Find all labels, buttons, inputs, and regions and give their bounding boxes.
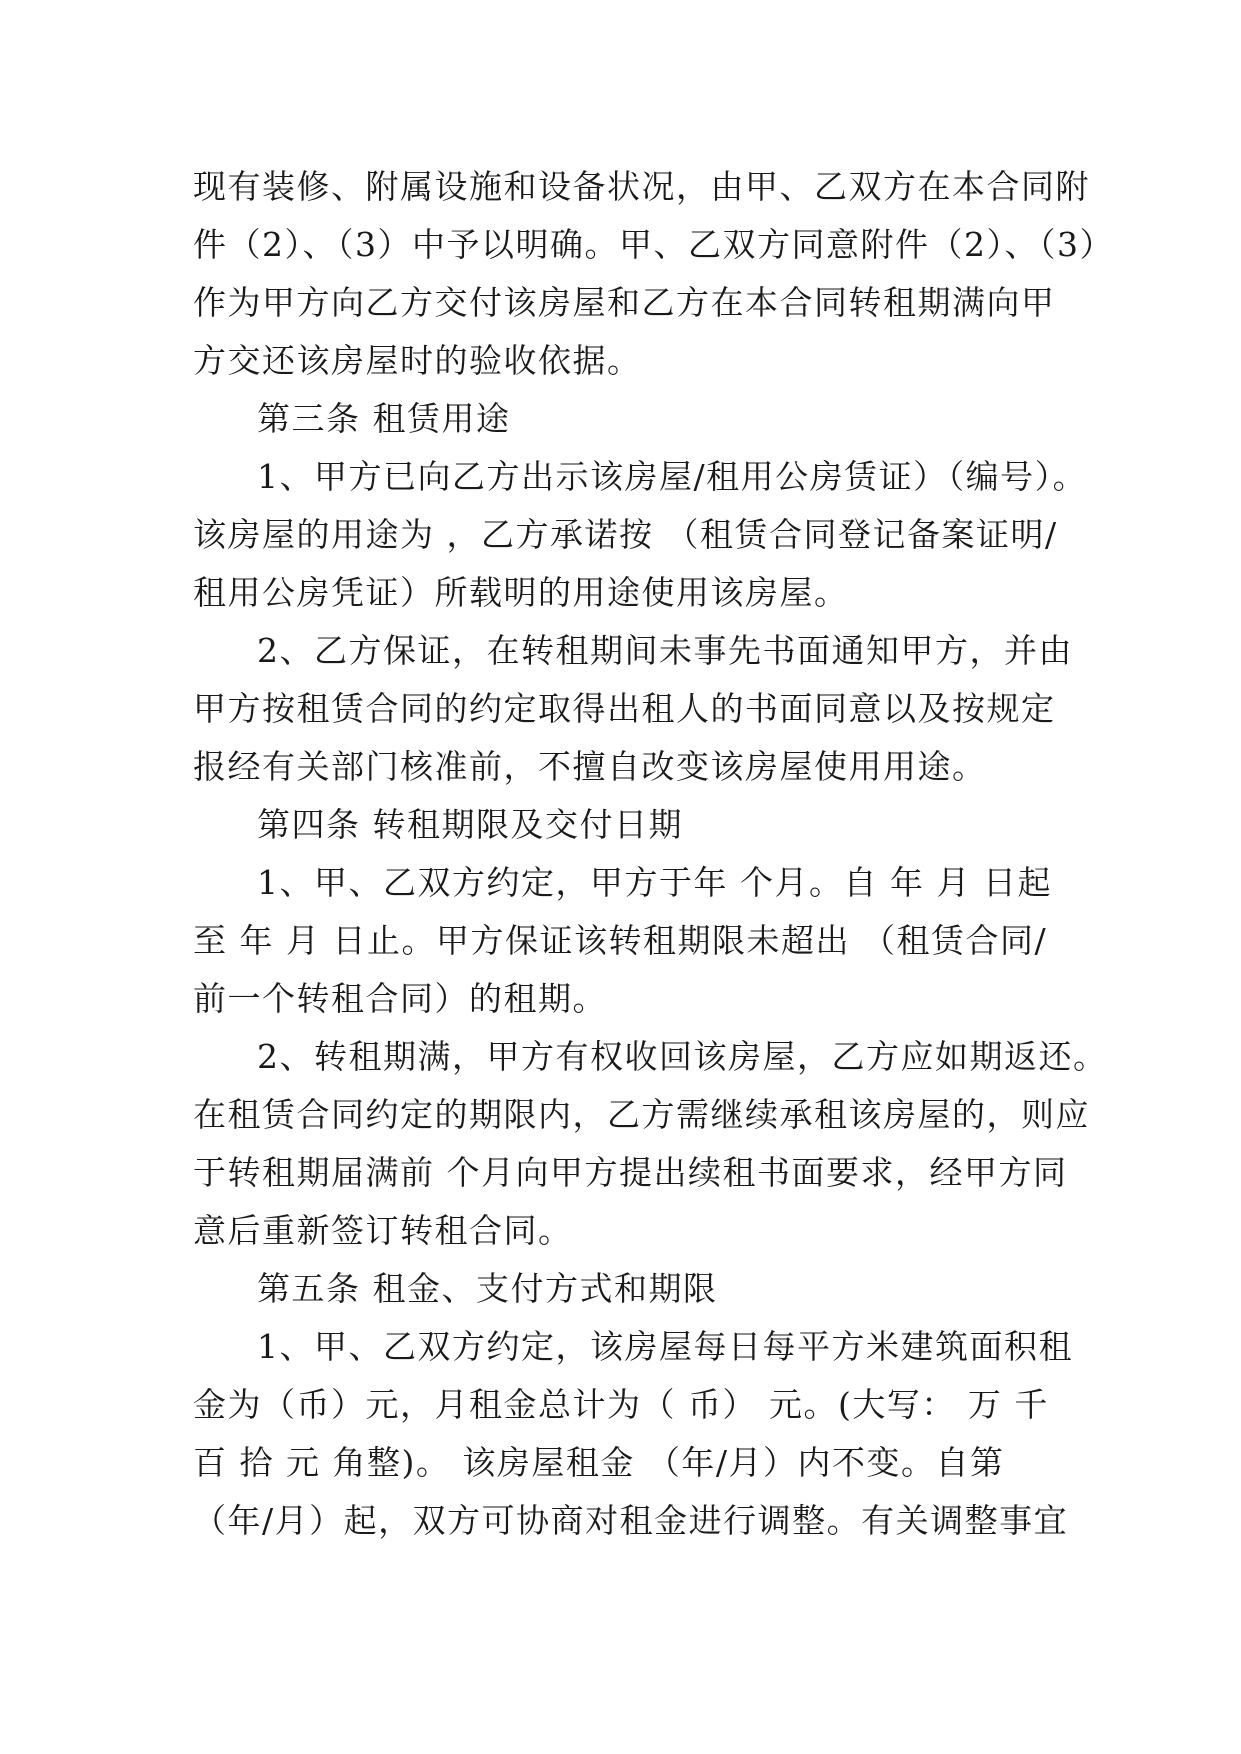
section-heading: 第三条 租赁用途 bbox=[257, 399, 511, 438]
text-line: 1、甲、乙双方约定，甲方于年 个月。自 年 月 日起 bbox=[257, 863, 1052, 902]
text-line: 2、转租期满，甲方有权收回该房屋，乙方应如期返还。 bbox=[257, 1037, 1108, 1076]
text-line: 租用公房凭证）所载明的用途使用该房屋。 bbox=[193, 573, 849, 612]
text-line: 意后重新签订转租合同。 bbox=[193, 1211, 573, 1250]
text-line: 作为甲方向乙方交付该房屋和乙方在本合同转租期满向甲 bbox=[193, 283, 1056, 322]
text-line: 1、甲方已向乙方出示该房屋/租用公房赁证）（编号）。 bbox=[257, 457, 1088, 496]
text-line: 2、乙方保证，在转租期间未事先书面通知甲方，并由 bbox=[257, 631, 1073, 670]
text-line: 该房屋的用途为 ，乙方承诺按 （租赁合同登记备案证明/ bbox=[193, 515, 1058, 554]
text-line: 现有装修、附属设施和设备状况，由甲、乙双方在本合同附 bbox=[193, 167, 1090, 206]
text-line: 方交还该房屋时的验收依据。 bbox=[193, 341, 642, 380]
text-line: 件（2）、（3）中予以明确。甲、乙双方同意附件（2）、（3） bbox=[193, 225, 1114, 264]
document-page bbox=[193, 158, 1114, 1550]
text-line: 在租赁合同约定的期限内，乙方需继续承租该房屋的，则应 bbox=[193, 1095, 1090, 1134]
section-heading: 第四条 转租期限及交付日期 bbox=[257, 805, 683, 844]
text-line: （年/月）起，双方可协商对租金进行调整。有关调整事宜 bbox=[193, 1501, 1069, 1540]
section-heading: 第五条 租金、支付方式和期限 bbox=[257, 1269, 718, 1308]
text-line: 前一个转租合同）的租期。 bbox=[193, 979, 607, 1018]
text-line: 于转租期届满前 个月向甲方提出续租书面要求，经甲方同 bbox=[193, 1153, 1068, 1192]
text-line: 1、甲、乙双方约定，该房屋每日每平方米建筑面积租 bbox=[257, 1327, 1073, 1366]
text-line: 报经有关部门核准前，不擅自改变该房屋使用用途。 bbox=[193, 747, 987, 786]
text-line: 百 拾 元 角整)。 该房屋租金 （年/月）内不变。自第 bbox=[193, 1443, 1005, 1482]
text-line: 至 年 月 日止。甲方保证该转租期限未超出 （租赁合同/ bbox=[193, 921, 1048, 960]
text-line: 金为（币）元，月租金总计为（ 币） 元。(大写： 万 千 bbox=[193, 1385, 1049, 1424]
text-line: 甲方按租赁合同的约定取得出租人的书面同意以及按规定 bbox=[193, 689, 1056, 728]
